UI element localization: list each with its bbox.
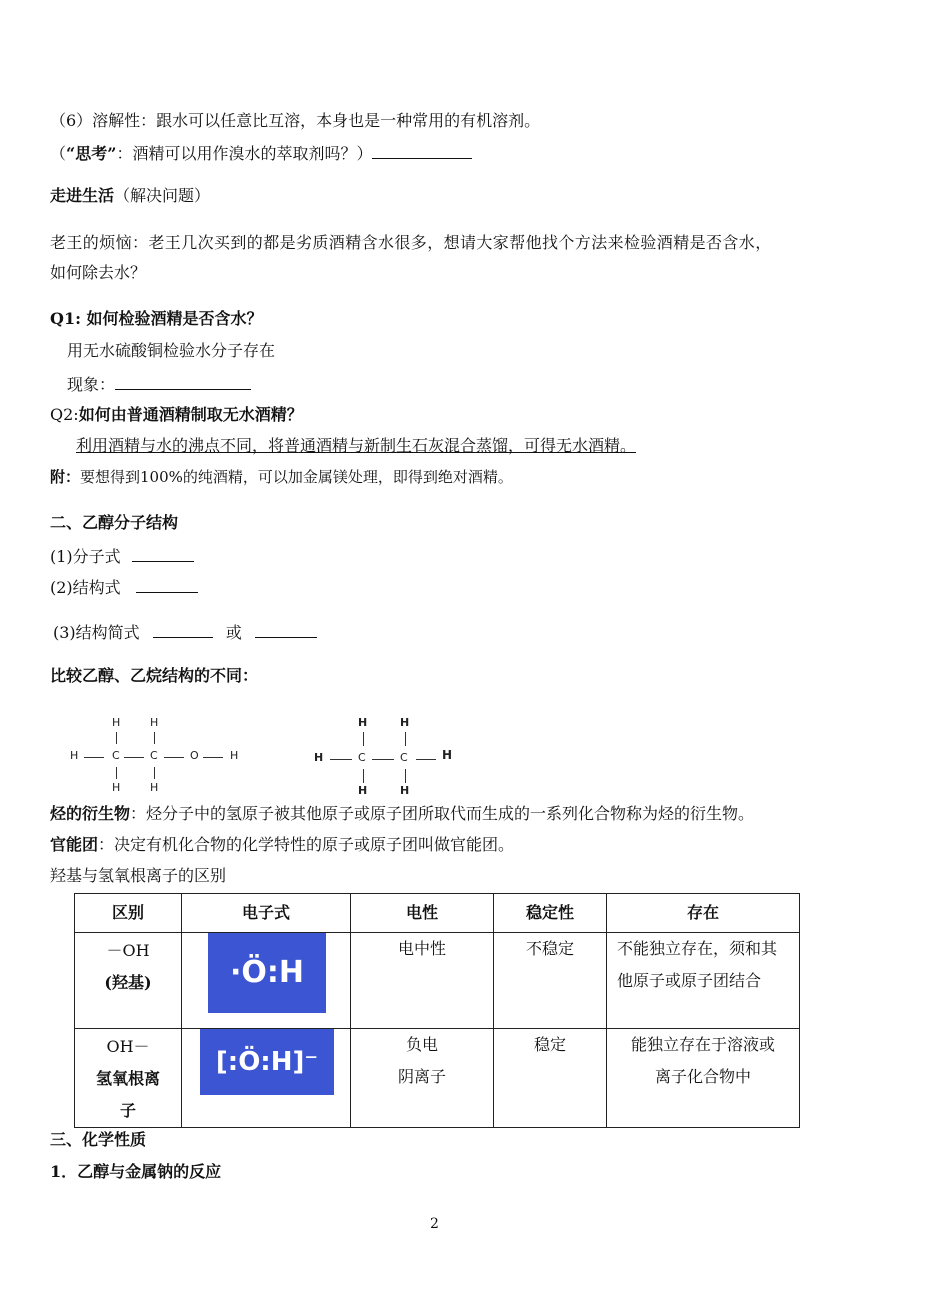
derivative-text: ：烃分子中的氢原子被其他原子或原子团所取代而生成的一系列化合物称为烃的衍生物。 [130, 804, 755, 823]
simplified-formula-blank-2[interactable] [255, 621, 317, 638]
q2-prefix: Q2: [50, 405, 79, 424]
hydroxyl-electron-formula: ·Ö:H [208, 933, 326, 1013]
table-header-row [75, 894, 800, 933]
bond [84, 757, 104, 758]
difference-caption: 羟基与氢氧根离子的区别 [50, 866, 227, 885]
header-cell: 区别 [75, 894, 182, 933]
existence-line: 不能独立存在，须和其 [617, 939, 778, 958]
section-3-heading: 三、化学性质 [50, 1130, 147, 1149]
atom-h: H [150, 781, 159, 794]
atom-h: H [400, 784, 410, 797]
stability-cell: 不稳定 [494, 933, 607, 1029]
q2-question: 如何由普通酒精制取无水酒精？ [78, 405, 303, 424]
charge-line: 负电 [405, 1035, 438, 1054]
molecular-formula-line [50, 545, 194, 567]
bond [416, 759, 436, 760]
simplified-formula-blank-1[interactable] [153, 621, 213, 638]
existence-line: 他原子或原子团结合 [617, 971, 762, 990]
atom-h: H [314, 751, 324, 764]
note-line [50, 467, 513, 487]
bond [405, 769, 406, 783]
bond [124, 757, 144, 758]
reaction-1-heading: 1．乙醇与金属钠的反应 [50, 1162, 222, 1181]
atom-c: C [400, 751, 408, 764]
simplified-formula-line [53, 621, 317, 643]
header-cell: 存在 [607, 894, 800, 933]
atom-h: H [442, 748, 453, 762]
life-heading [50, 186, 210, 206]
atom-h: H [358, 716, 368, 729]
bond [116, 767, 117, 779]
solubility-line: （6）溶解性：跟水可以任意比互溶，本身也是一种常用的有机溶剂。 [50, 111, 541, 130]
name-cell [75, 933, 182, 1029]
structural-formula-line [50, 576, 198, 598]
bond [154, 732, 155, 744]
atom-h: H [230, 749, 239, 762]
life-title: 走进生活 [50, 186, 115, 205]
q2-answer: 利用酒精与水的沸点不同，将普通酒精与新制生石灰混合蒸馏，可得无水酒精。 [76, 436, 637, 455]
functional-group-definition [50, 835, 514, 855]
atom-o: O [190, 749, 199, 762]
or-text: 或 [225, 623, 242, 642]
hydroxide-symbol: OH－ [106, 1037, 150, 1056]
hydroxide-name-cont: 子 [119, 1101, 136, 1120]
note-text: 要想得到100%的纯酒精，可以加金属镁处理，即得到绝对酒精。 [80, 468, 513, 486]
atom-c: C [150, 749, 158, 762]
bond [203, 757, 223, 758]
hydroxyl-symbol: －OH [106, 941, 150, 960]
derivative-label: 烃的衍生物 [50, 804, 131, 823]
atom-h: H [112, 716, 121, 729]
structural-formula-label: (2)结构式 [50, 578, 121, 597]
charge-cell: 电中性 [351, 933, 494, 1029]
atom-h: H [112, 781, 121, 794]
charge-line: 阴离子 [397, 1067, 446, 1086]
atom-h: H [150, 716, 159, 729]
bond [154, 767, 155, 779]
note-label: 附： [50, 468, 81, 486]
header-cell: 电子式 [182, 894, 351, 933]
table-row [75, 1029, 800, 1128]
hydroxide-name: 氢氧根离 [95, 1069, 160, 1088]
molecular-formula-label: (1)分子式 [50, 547, 121, 566]
derivative-definition [50, 804, 754, 824]
charge-cell [351, 1029, 494, 1128]
story-line-1: 老王的烦恼：老王几次买到的都是劣质酒精含水很多，想请大家帮他找个方法来检验酒精是否含水， [50, 233, 772, 252]
atom-c: C [112, 749, 120, 762]
bond [363, 732, 364, 746]
atom-h: H [70, 749, 79, 762]
name-cell [75, 1029, 182, 1128]
phenomenon-blank[interactable] [115, 373, 251, 390]
functional-group-label: 官能团 [50, 835, 99, 854]
header-cell: 电性 [351, 894, 494, 933]
q1-answer: 用无水硫酸铜检验水分子存在 [67, 341, 276, 360]
bond [363, 769, 364, 783]
hydroxide-electron-formula: [:Ö:H]⁻ [200, 1029, 334, 1095]
electron-formula-cell [182, 1029, 351, 1128]
think-question: ：酒精可以用作溴水的萃取剂吗？） [116, 144, 373, 163]
ethanol-structure [68, 716, 248, 796]
bond [330, 759, 352, 760]
electron-formula-cell [182, 933, 351, 1029]
think-label: “思考” [66, 144, 117, 163]
bond [164, 757, 184, 758]
stability-cell: 稳定 [494, 1029, 607, 1128]
think-line [50, 142, 472, 164]
table-row [75, 933, 800, 1029]
bond [405, 732, 406, 746]
existence-line: 离子化合物中 [654, 1067, 751, 1086]
molecular-formula-blank[interactable] [132, 545, 194, 562]
header-cell: 稳定性 [494, 894, 607, 933]
comparison-table [74, 893, 800, 1128]
atom-h: H [400, 716, 410, 729]
page-number: 2 [430, 1216, 439, 1232]
section-2-heading: 二、乙醇分子结构 [50, 513, 179, 532]
phenomenon-line [67, 373, 251, 395]
phenomenon-label: 现象： [67, 375, 116, 394]
atom-c: C [358, 751, 366, 764]
structural-formula-blank[interactable] [136, 576, 198, 593]
hydroxyl-name: (羟基) [104, 973, 152, 992]
think-answer-blank[interactable] [372, 142, 472, 159]
existence-cell [607, 1029, 800, 1128]
existence-line: 能独立存在于溶液或 [630, 1035, 775, 1054]
simplified-formula-label: (3)结构简式 [53, 623, 140, 642]
life-subtitle: （解决问题） [114, 186, 211, 205]
think-prefix: （ [50, 144, 67, 163]
compare-heading: 比较乙醇、乙烷结构的不同： [50, 666, 259, 685]
story-line-2: 如何除去水？ [50, 263, 147, 282]
q2-heading [50, 405, 303, 425]
functional-group-text: ：决定有机化合物的化学特性的原子或原子团叫做官能团。 [98, 835, 515, 854]
q1-heading: Q1: 如何检验酒精是否含水？ [50, 309, 263, 328]
atom-h: H [358, 784, 368, 797]
bond [372, 759, 394, 760]
existence-cell [607, 933, 800, 1029]
bond [116, 732, 117, 744]
ethane-structure [312, 716, 472, 798]
